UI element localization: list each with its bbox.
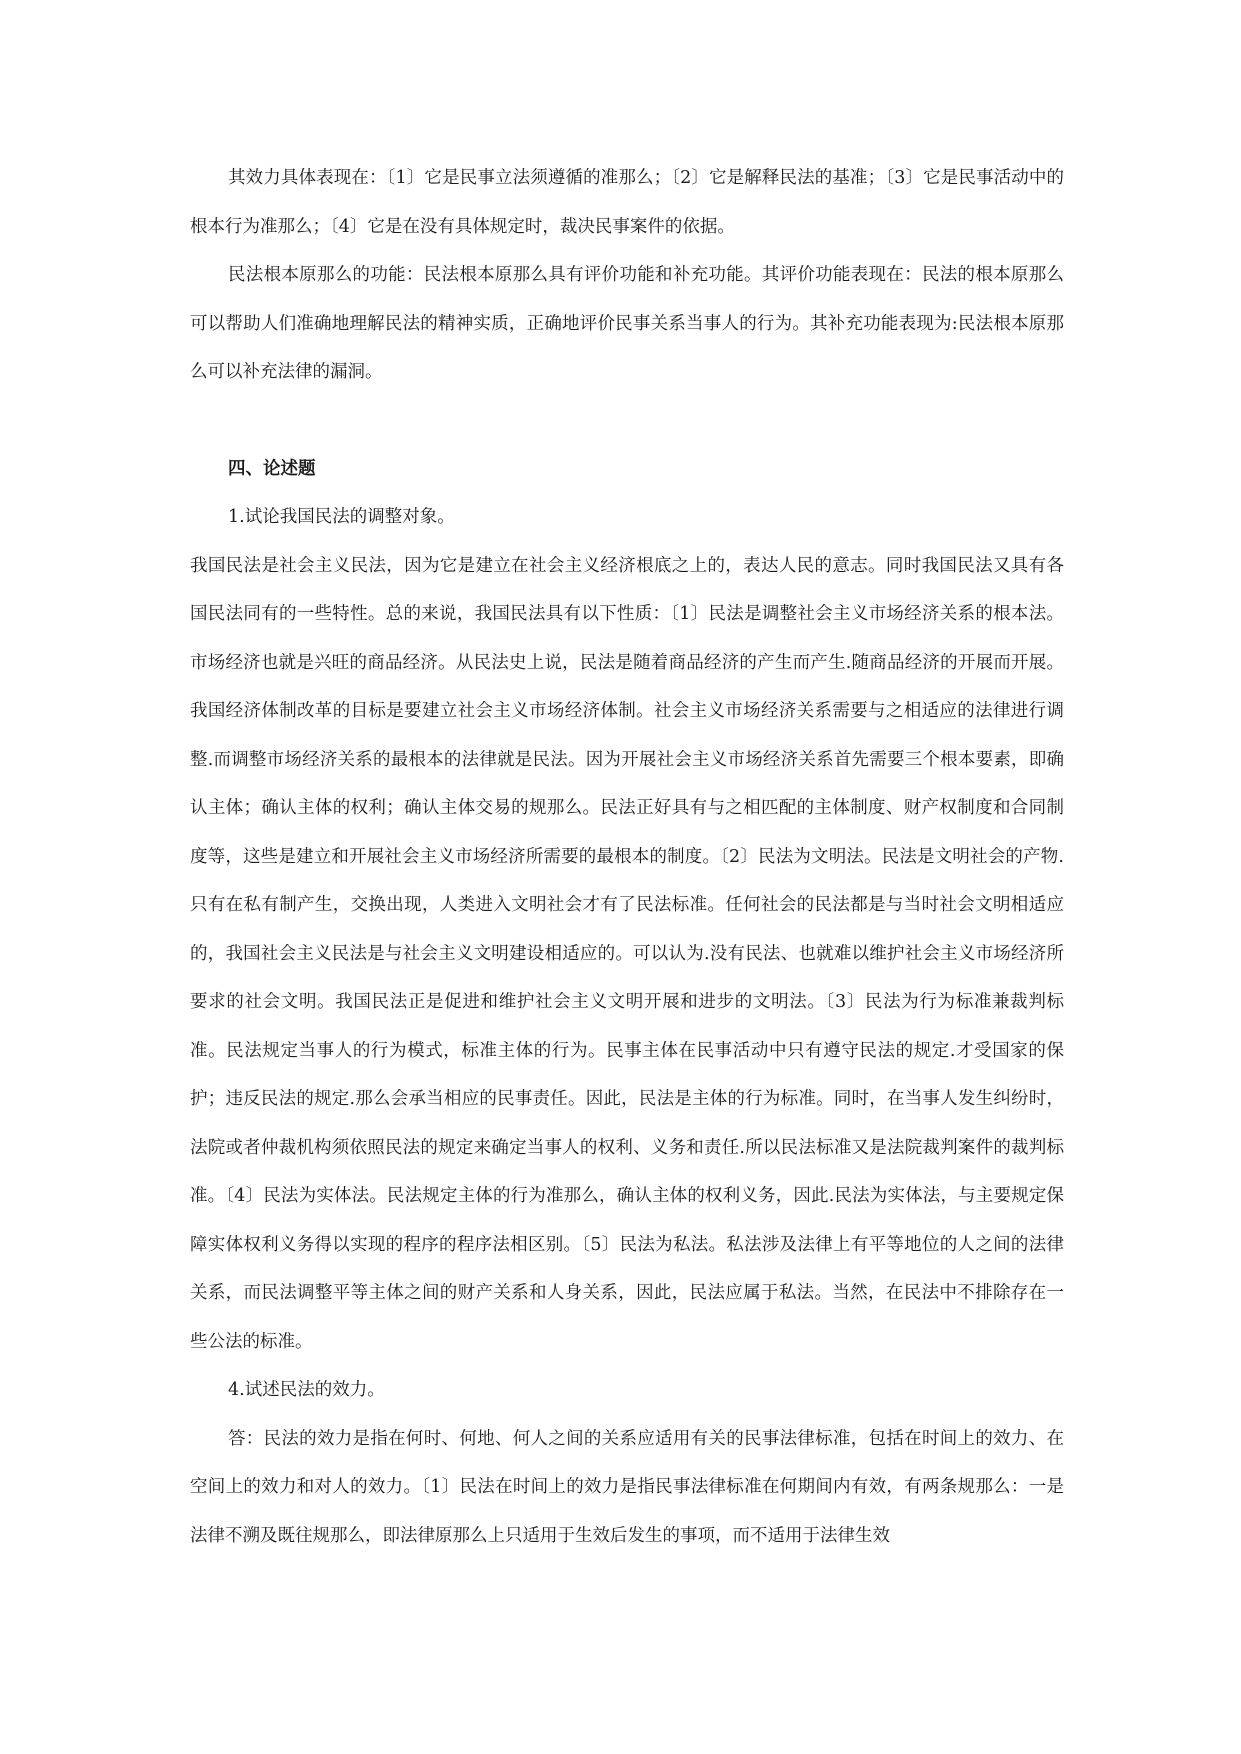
question-1: 1.试论我国民法的调整对象。 [228,507,455,527]
answer-1: 我国民法是社会主义民法，因为它是建立在社会主义经济根底之上的，表达人民的意志。同时我国民法又具有各国民法同有的一些特性。总的来说，我国民法具有以下性质：〔1〕民法是调整社会主义市场经济关系的根本法。市场经济也就是兴旺的商品经济。从民法史上说，民法是随着商品经济的产生而产生.随商品经济的开展而开展。我国经济体制改革的目标是要建立社会主义市场经济体制。社会主义市场经济关系需要与之相适应的法律进行调整.而调整市场经济关系的最根本的法律就是民法。因为开展社会主义市场经济关系首先需要三个根本要素，即确认主体；确认主体的权利；确认主体交易的规那么。民法正好具有与之相匹配的主体制度、财产权制度和合同制度等，这些是建立和开展社会主义市场经济所需要的最根本的制度。〔2〕民法为文明法。民法是文明社会的产物.只有在私有制产生，交换出现，人类进入文明社会才有了民法标准。任何社会的民法都是与当时社会文明相适应的，我国社会主义民法是与社会主义文明建设相适应的。可以认为.没有民法、也就难以维护社会主义市场经济所要求的社会文明。我国民法正是促进和维护社会主义文明开展和进步的文明法。〔3〕民法为行为标准兼裁判标准。民法规定当事人的行为模式，标准主体的行为。民事主体在民事活动中只有遵守民法的规定.才受国家的保护；违反民法的规定.那么会承当相应的民事责任。因此，民法是主体的行为标准。同时，在当事人发生纠纷时，法院或者仲裁机构须依照民法的规定来确定当事人的权利、义务和责任.所以民法标准又是法院裁判案件的裁判标准。〔4〕民法为实体法。民法规定主体的行为准那么，确认主体的权利义务，因此.民法为实体法，与主要规定保障实体权利义务得以实现的程序的程序法相区别。〔5〕民法为私法。私法涉及法律上有平等地位的人之间的法律关系，而民法调整平等主体之间的财产关系和人身关系，因此，民法应属于私法。当然，在民法中不排除存在一些公法的标准。 [190,555,1064,1352]
section-spacer [190,397,1064,445]
document-page [190,154,1064,1560]
answer-4: 答：民法的效力是指在何时、何地、何人之间的关系应适用有关的民事法律标准，包括在时间上的效力、在空间上的效力和对人的效力。〔1〕民法在时间上的效力是指民事法律标准在何期间内有效，有两条规那么：一是法律不溯及既往规那么，即法律原那么上只适用于生效后发生的事项，而不适用于法律生效 [190,1428,1064,1546]
section-heading: 四、论述题 [228,458,316,479]
paragraph-functions: 民法根本原那么的功能：民法根本原那么具有评价功能和补充功能。其评价功能表现在：民法的根本原那么可以帮助人们准确地理解民法的精神实质，正确地评价民事关系当事人的行为。其补充功能表现为:民法根本原那么可以补充法律的漏洞。 [190,265,1064,382]
question-4: 4.试述民法的效力。 [228,1380,385,1400]
paragraph-effect: 其效力具体表现在：〔1〕它是民事立法须遵循的准那么；〔2〕它是解释民法的基准；〔3〕它是民事活动中的根本行为准那么；〔4〕它是在没有具体规定时，裁决民事案件的依据。 [190,168,1064,237]
